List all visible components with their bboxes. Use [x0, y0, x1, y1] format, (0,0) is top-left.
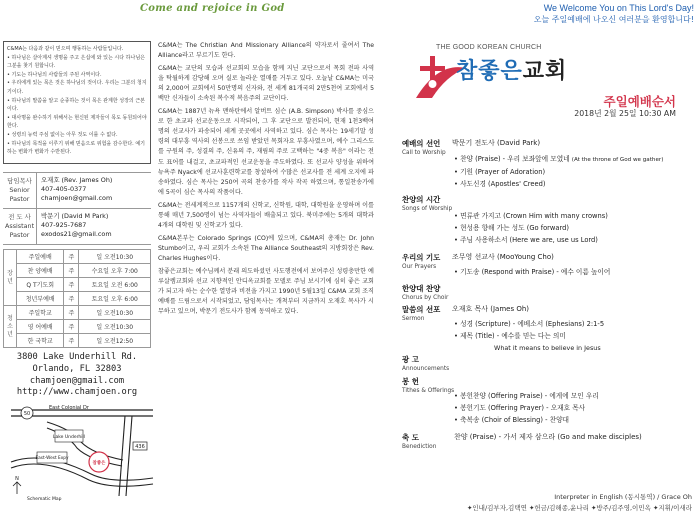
cma-belief-box	[3, 41, 151, 164]
item-title-en: Call to Worship	[402, 150, 446, 156]
bullet-line: • 사도신경 (Apostles' Creed)	[454, 180, 546, 189]
service-time: 수요일 오후 7:00	[79, 264, 151, 278]
pastor-email[interactable]: chamjoen@gmail.com	[41, 194, 113, 202]
route-436-label: 436	[135, 444, 145, 450]
service-name: 청년부예배	[17, 292, 64, 306]
service-item	[402, 432, 696, 450]
item-title-en: Announcements	[402, 366, 450, 372]
table-row	[4, 334, 151, 348]
logo-cross-vertical	[430, 56, 435, 94]
service-time: 일 오전10:30	[79, 306, 151, 320]
service-day: 주	[64, 264, 79, 278]
logo-cross-horizontal	[420, 66, 445, 71]
bullet-line: • 현성용 향해 가는 성도 (Go forward)	[454, 224, 569, 233]
item-leader: 조무영 선교사 (MooYoung Cho)	[452, 253, 554, 261]
service-time: 일 오전10:30	[79, 320, 151, 334]
church-name-korean	[456, 54, 567, 85]
service-time: 일 오전10:30	[79, 250, 151, 264]
address-web[interactable]: http://www.chamjoen.org	[16, 387, 138, 398]
bullet-line: • 봉헌찬양 (Offering Praise) - 에게에 모인 우리	[454, 392, 599, 400]
belief-line: • 대사명을 완수하기 위해서는 현신된 제자들이 목도 동원되어야 한다.	[7, 114, 147, 130]
history-paragraph: C&MA는 교단의 모습과 선교회의 모습을 함께 지닌 교단으로서 목회 전파 사역을 탁월하게 감당해 오며 실로 놀라운 열매를 거두고 있다. 오늘날 C&MA는 미국의 2,000여 교회에서 50만명의 신자와, 전 세계 81개국의 2만5천여 교회에서 5백만 신자들이 소속된 복수적 복음주의 교단이다.	[158, 65, 374, 103]
service-day: 주	[64, 278, 79, 292]
table-row	[4, 292, 151, 306]
group-label: 청소년	[4, 306, 17, 348]
belief-line: • 하나님의 말씀을 알고 순종하는 것이 목은 관계한 성장의 근본이다.	[7, 97, 146, 113]
road-label-east-colonial: East Colonial Dr	[49, 405, 89, 411]
item-title-ko: 예배의 선언	[402, 139, 441, 148]
service-date: 2018년 2월 25일 10:30 AM	[574, 109, 676, 118]
interpreter-credit: Interpreter in English (동시통역) / Grace Oh	[554, 493, 692, 501]
table-row	[4, 278, 151, 292]
pastor-name: 박문기 (David M Park)	[41, 212, 109, 220]
item-title-en: Sermon	[402, 316, 425, 322]
item-leader: 박문기 전도사 (David Park)	[452, 139, 541, 147]
service-schedule-table	[3, 249, 151, 348]
address-city: Orlando, FL 32803	[32, 363, 122, 374]
service-day: 주	[64, 250, 79, 264]
bullet-line: • 봉헌기도 (Offering Prayer) - 오재호 목사	[454, 404, 586, 413]
table-row	[4, 306, 151, 320]
table-row	[4, 264, 151, 278]
bullet-line: • 찬양 (Praise) - 우리 보좌앞에 모였네 (At the throne of God we gather)	[454, 155, 664, 163]
order-of-service-title: 주일예배순서	[603, 94, 676, 109]
senior-pastor-row	[3, 172, 151, 208]
service-name: 주일예배	[17, 250, 64, 264]
service-time: 토요일 오전 6:00	[79, 278, 151, 292]
item-bullets	[454, 390, 599, 426]
history-paragraph: C&MA본부는 Colorado Springs (CO)에 있으며, C&MA의 총재는 Dr. John Stumbo이고, 우리 교회가 소속된 The Alliance Southeast의 지방회장은 Rev. Charles Hughes이다.	[158, 234, 374, 262]
church-address	[3, 352, 151, 399]
belief-line: C&MA는 다음과 같이 믿으며 행동하는 사람들입니다.	[7, 46, 124, 52]
service-name: 한 국학교	[17, 334, 64, 348]
item-title-en: Tithes & Offerings	[402, 388, 455, 394]
bullet-line: • 주님 사용하소서 (Here we are, use us Lord)	[454, 236, 598, 245]
item-bullets	[454, 210, 608, 246]
item-title-ko: 우리의 기도	[402, 253, 441, 262]
history-paragraph: 참좋은교회는 예수님께서 분래 의도하셨던 사도행전에서 보여주신 성령충만한 예루살렘교회와 선교 지향적인 안디옥교회를 모델로 주님 보시기에 심히 좋은 교회가 되고자 하는 순수한 열망과 비전을 가지고 1990년 5월13일 C&MA 교회 조직 예배를 드림으로서 시작되었고, 담임목사는 개척부터 지금까지 오재호 목사가 시무하고 있으며, 박문기 전도사가 함께 동역하고 있다.	[158, 267, 374, 316]
road-label-east-west: East-West Expy	[35, 456, 69, 461]
service-time: 토요일 오후 6:00	[79, 292, 151, 306]
service-name: 주일학교	[17, 306, 64, 320]
pastor-phone: 407-925-7687	[41, 221, 87, 229]
church-location-label: 참좋은	[92, 461, 106, 466]
table-row	[4, 250, 151, 264]
item-bullets	[454, 318, 604, 354]
logo-dot	[429, 80, 437, 88]
bullet-line: • 기원 (Prayer of Adoration)	[454, 168, 546, 177]
assistant-pastor-row	[3, 208, 151, 245]
motto: Come and rejoice in God	[140, 3, 285, 14]
belief-line: • 우리에게 있는 목은 것은 하나님의 것이다. 우리는 그분의 청지기이다.	[7, 80, 147, 95]
cma-history-text	[158, 41, 374, 508]
welcome-english: We Welcome You on This Lord's Day!	[543, 3, 694, 13]
service-name: 영 어예배	[17, 320, 64, 334]
service-item	[402, 283, 696, 301]
service-day: 주	[64, 306, 79, 320]
belief-line: • 성령의 능력 주심 없이는 아무 것도 이룰 수 없다.	[7, 131, 118, 138]
contact-label: 담임목사 Senior Pastor	[3, 173, 37, 208]
item-title-ko: 말씀의 선포	[402, 305, 441, 314]
group-label: 장년	[4, 250, 17, 306]
bullet-line: • 기도송 (Respond with Praise) - 예수 이름 높이어	[454, 268, 611, 276]
item-title-en: Benediction	[402, 444, 437, 450]
service-name: Q T기도회	[17, 278, 64, 292]
pastor-phone: 407-405-0377	[41, 185, 87, 193]
compass-label: N	[15, 476, 19, 482]
item-title-en: Chorus by Choir	[402, 295, 449, 301]
schematic-map	[3, 400, 155, 504]
item-title-ko: 한양대 찬양	[402, 284, 441, 293]
item-title-ko: 찬양의 시간	[402, 195, 441, 204]
road-label-lake-underhill: Lake Underhill	[52, 435, 86, 440]
bullet-line: • 면류관 가지고 (Crown Him with many crowns)	[454, 212, 608, 220]
item-title-ko: 축 도	[402, 433, 419, 442]
belief-line: • 하나님의 목적을 이루기 위해 믿음으로 위험을 감수한다. 예기하는 변화가 변화가 수반된다.	[7, 140, 146, 156]
item-bullets	[454, 266, 610, 278]
contact-label: 전 도 사 Assistant Pastor	[3, 209, 37, 244]
service-time: 일 오전12:50	[79, 334, 151, 348]
service-day: 주	[64, 320, 79, 334]
history-paragraph: C&MA는 1887년 뉴욕 맨하탄에서 알버트 심슨 (A.B. Simpson) 박사를 중심으로 한 초교파 선교운동으로 시작되어, 그 후 교단으로 발전되어, 현재 1천3백여 명의 선교사가 파송되어 세계 곳곳에서 사역하고 있다. 심슨 목사는 19세기말 성령의 대부흥 역사의 선봉으로 쓰임 받았던 목회자요 부흥사였으며, 예수 그리스도를 구원의 주, 성결의 주, 신유의 주, 재림의 주로 고백하는 "4중 복음" 이라는 전도 표어를 내걸고, 초교파적인 선교운동을 주도하였다. 또 선교사 양성을 위하여 뉴욕주 Nyack에 선교사훈련학교를 창설하여 수많은 선교사를 전 세계 오지에 파송하였다. 심슨 목사는 250여 곡의 찬송가를 작사 작곡 하였으며, 통일찬송가에에 5곡이 심슨 목사의 작품이다.	[158, 108, 374, 196]
service-day: 주	[64, 292, 79, 306]
pastor-name: 오재호 (Rev. James Oh)	[41, 176, 113, 184]
item-title-en: Our Prayers	[402, 264, 437, 270]
history-paragraph: C&MA는 The Christian And Missionary Alliance의 약자로서 줄여서 The Alliance라고 부르기도 한다.	[158, 42, 374, 60]
service-day: 주	[64, 334, 79, 348]
history-paragraph: C&MA는 전세계적으로 1157개의 신학교, 신학원, 대학, 대학원을 운영하며 이를 통해 매년 7,500명이 넘는 사역자들이 배출되고 있다. 북미주에는 5개의 대학과 4개의 대학원 및 신학교가 있다.	[158, 201, 374, 229]
bullet-line: • 제목 (Title) - 예수를 믿는 다는 의미	[454, 332, 566, 341]
bullet-note: (At the throne of God we gather)	[571, 157, 664, 163]
belief-line: • 하나님은 살아계셔 생명을 주고 은십에 와 있는 시다 하나님은 그분을 찾기 원합니다.	[7, 54, 146, 70]
church-name-main: 참좋은	[456, 59, 523, 84]
item-bullets	[454, 153, 663, 190]
item-leader: 찬양 (Praise) - 가서 제자 삼으라 (Go and make disciples)	[454, 433, 642, 441]
route-50-label: 50	[23, 411, 31, 417]
pastor-contacts	[3, 172, 151, 245]
church-name-tail: 교회	[522, 59, 568, 84]
item-title-en: Songs of Worship	[402, 206, 453, 212]
church-name-english: THE GOOD KOREAN CHURCH	[436, 44, 542, 51]
address-street: 3800 Lake Underhill Rd.	[16, 352, 138, 362]
pastor-email[interactable]: exodos21@gmail.com	[41, 230, 112, 238]
item-title-ko: 봉 헌	[402, 377, 419, 386]
bullet-subtitle: What it means to believe in Jesus	[494, 344, 601, 353]
item-title-ko: 광 고	[402, 355, 419, 364]
welcome-korean: 오늘 주일예배에 나오신 여러분을 환영합니다!	[533, 15, 694, 24]
map-caption: Schematic Map	[27, 497, 62, 502]
belief-line: • 기도는 하나님의 사람들의 주된 사역이다.	[7, 71, 102, 78]
item-leader: 오재호 목사 (James Oh)	[452, 305, 530, 313]
bullet-line: • 축복송 (Choir of Blessing) - 찬양대	[454, 416, 570, 425]
service-item	[402, 354, 696, 372]
service-name: 찬 양예배	[17, 264, 64, 278]
address-email[interactable]: chamjoen@gmail.com	[29, 375, 125, 386]
table-row	[4, 320, 151, 334]
bullet-line: • 성경 (Scripture) - 에베소서 (Ephesians) 2:1-5	[454, 320, 605, 328]
service-credits: ✦인내/김부자,김택연 ✦헌금/김해종,윤나리 ✦방주/김주영,이민옥 ✦지휘/이새라	[466, 504, 692, 512]
